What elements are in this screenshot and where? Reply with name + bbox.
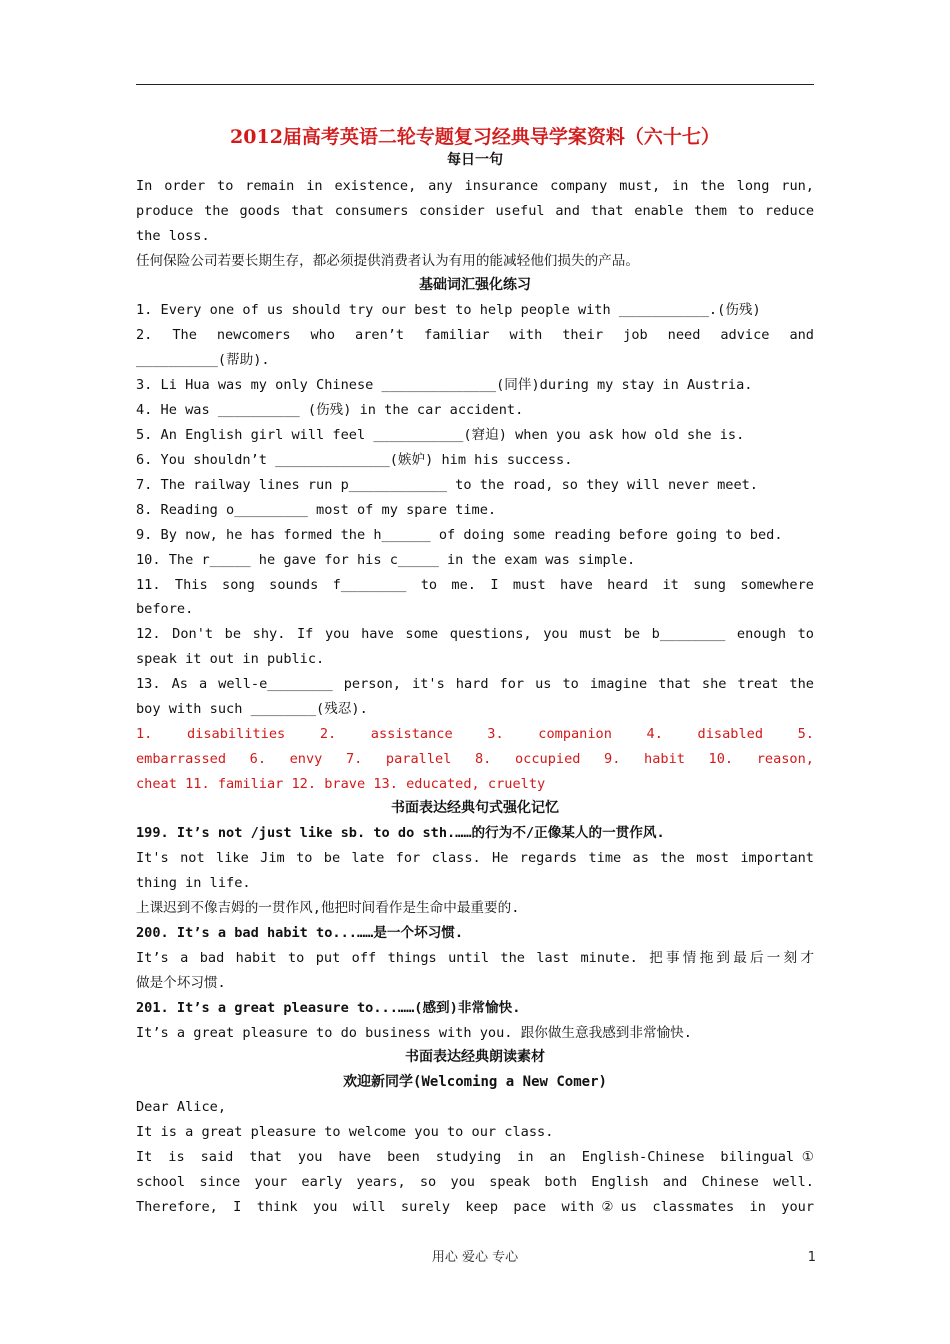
daily-heading: 每日一句 [447, 152, 503, 168]
vocab-line: 13. As a well-e________ person, it's hard for us to imagine that she treat the [136, 676, 814, 692]
answer-line: cheat 11. familiar 12. brave 13. educated, cruelty [136, 776, 546, 792]
daily-en-line: produce the goods that consumers consider useful and that enable them to reduce [136, 203, 814, 219]
document-page [136, 0, 814, 1344]
daily-en-line: In order to remain in existence, any insurance company must, in the long run, [136, 178, 814, 194]
reading-subheading: 欢迎新同学(Welcoming a New Comer) [343, 1074, 607, 1090]
pattern-title: 200. It’s a bad habit to...……是一个坏习惯. [136, 925, 464, 941]
reading-line: It is a great pleasure to welcome you to our class. [136, 1124, 554, 1140]
vocab-line: 4. He was __________ (伤残) in the car accident. [136, 402, 524, 418]
vocab-line: 9. By now, he has formed the h______ of doing some reading before going to bed. [136, 527, 783, 543]
vocab-line: 11. This song sounds f________ to me. I must have heard it sung somewhere [136, 577, 814, 593]
pattern-line: 上课迟到不像吉姆的一贯作风,他把时间看作是生命中最重要的. [136, 900, 520, 916]
daily-en-line: the loss. [136, 228, 210, 244]
vocab-line: 12. Don't be shy. If you have some questions, you must be b________ enough to [136, 626, 814, 642]
pattern-line: It’s a great pleasure to do business with you. 跟你做生意我感到非常愉快. [136, 1025, 692, 1041]
vocab-line: before. [136, 601, 194, 617]
reading-line: It is said that you have been studying in an English-Chinese bilingual① [136, 1149, 814, 1165]
pattern-line: It's not like Jim to be late for class. He regards time as the most important [136, 850, 814, 866]
vocab-line: 2. The newcomers who aren’t familiar with their job need advice and [136, 327, 814, 343]
vocab-line: 8. Reading o_________ most of my spare time. [136, 502, 497, 518]
pattern-title: 199. It’s not /just like sb. to do sth.……的行为不/正像某人的一贯作风. [136, 825, 665, 841]
reading-line: school since your early years, so you speak both English and Chinese well. [136, 1174, 814, 1190]
vocab-line: 1. Every one of us should try our best to help people with ___________.(伤残) [136, 302, 761, 318]
vocab-line: boy with such ________(残忍). [136, 701, 368, 717]
daily-cn-line: 任何保险公司若要长期生存，都必须提供消费者认为有用的能减轻他们损失的产品。 [136, 253, 639, 269]
reading-line: Therefore, I think you will surely keep pace with②us classmates in your [136, 1199, 814, 1215]
vocab-line: 7. The railway lines run p____________ to the road, so they will never meet. [136, 477, 758, 493]
top-rule [136, 84, 814, 85]
document-title: 2012届高考英语二轮专题复习经典导学案资料（六十七） [230, 126, 720, 148]
pattern-line: 做是个坏习惯. [136, 975, 226, 991]
pattern-line: It’s a bad habit to put off things until the last minute. 把事情拖到最后一刻才 [136, 950, 814, 966]
pattern-line: thing in life. [136, 875, 251, 891]
reading-heading: 书面表达经典朗读素材 [405, 1049, 545, 1065]
answer-line: embarrassed 6. envy 7. parallel 8. occupied 9. habit 10. reason, [136, 751, 814, 767]
vocab-line: 5. An English girl will feel ___________(窘迫) when you ask how old she is. [136, 427, 745, 443]
vocab-line: speak it out in public. [136, 651, 325, 667]
vocab-line: __________(帮助). [136, 352, 270, 368]
vocab-line: 3. Li Hua was my only Chinese ______________(同伴)during my stay in Austria. [136, 377, 753, 393]
pattern-title: 201. It’s a great pleasure to...……(感到)非常愉快. [136, 1000, 521, 1016]
vocab-line: 10. The r_____ he gave for his c_____ in the exam was simple. [136, 552, 636, 568]
footer-text: 用心 爱心 专心 [431, 1250, 519, 1265]
vocab-heading: 基础词汇强化练习 [419, 277, 531, 293]
page-number: 1 [807, 1250, 816, 1265]
reading-line: Dear Alice, [136, 1099, 227, 1115]
vocab-line: 6. You shouldn’t ______________(嫉妒) him his success. [136, 452, 573, 468]
answer-line: 1. disabilities 2. assistance 3. companion 4. disabled 5. [136, 726, 814, 742]
patterns-heading: 书面表达经典句式强化记忆 [391, 800, 559, 816]
